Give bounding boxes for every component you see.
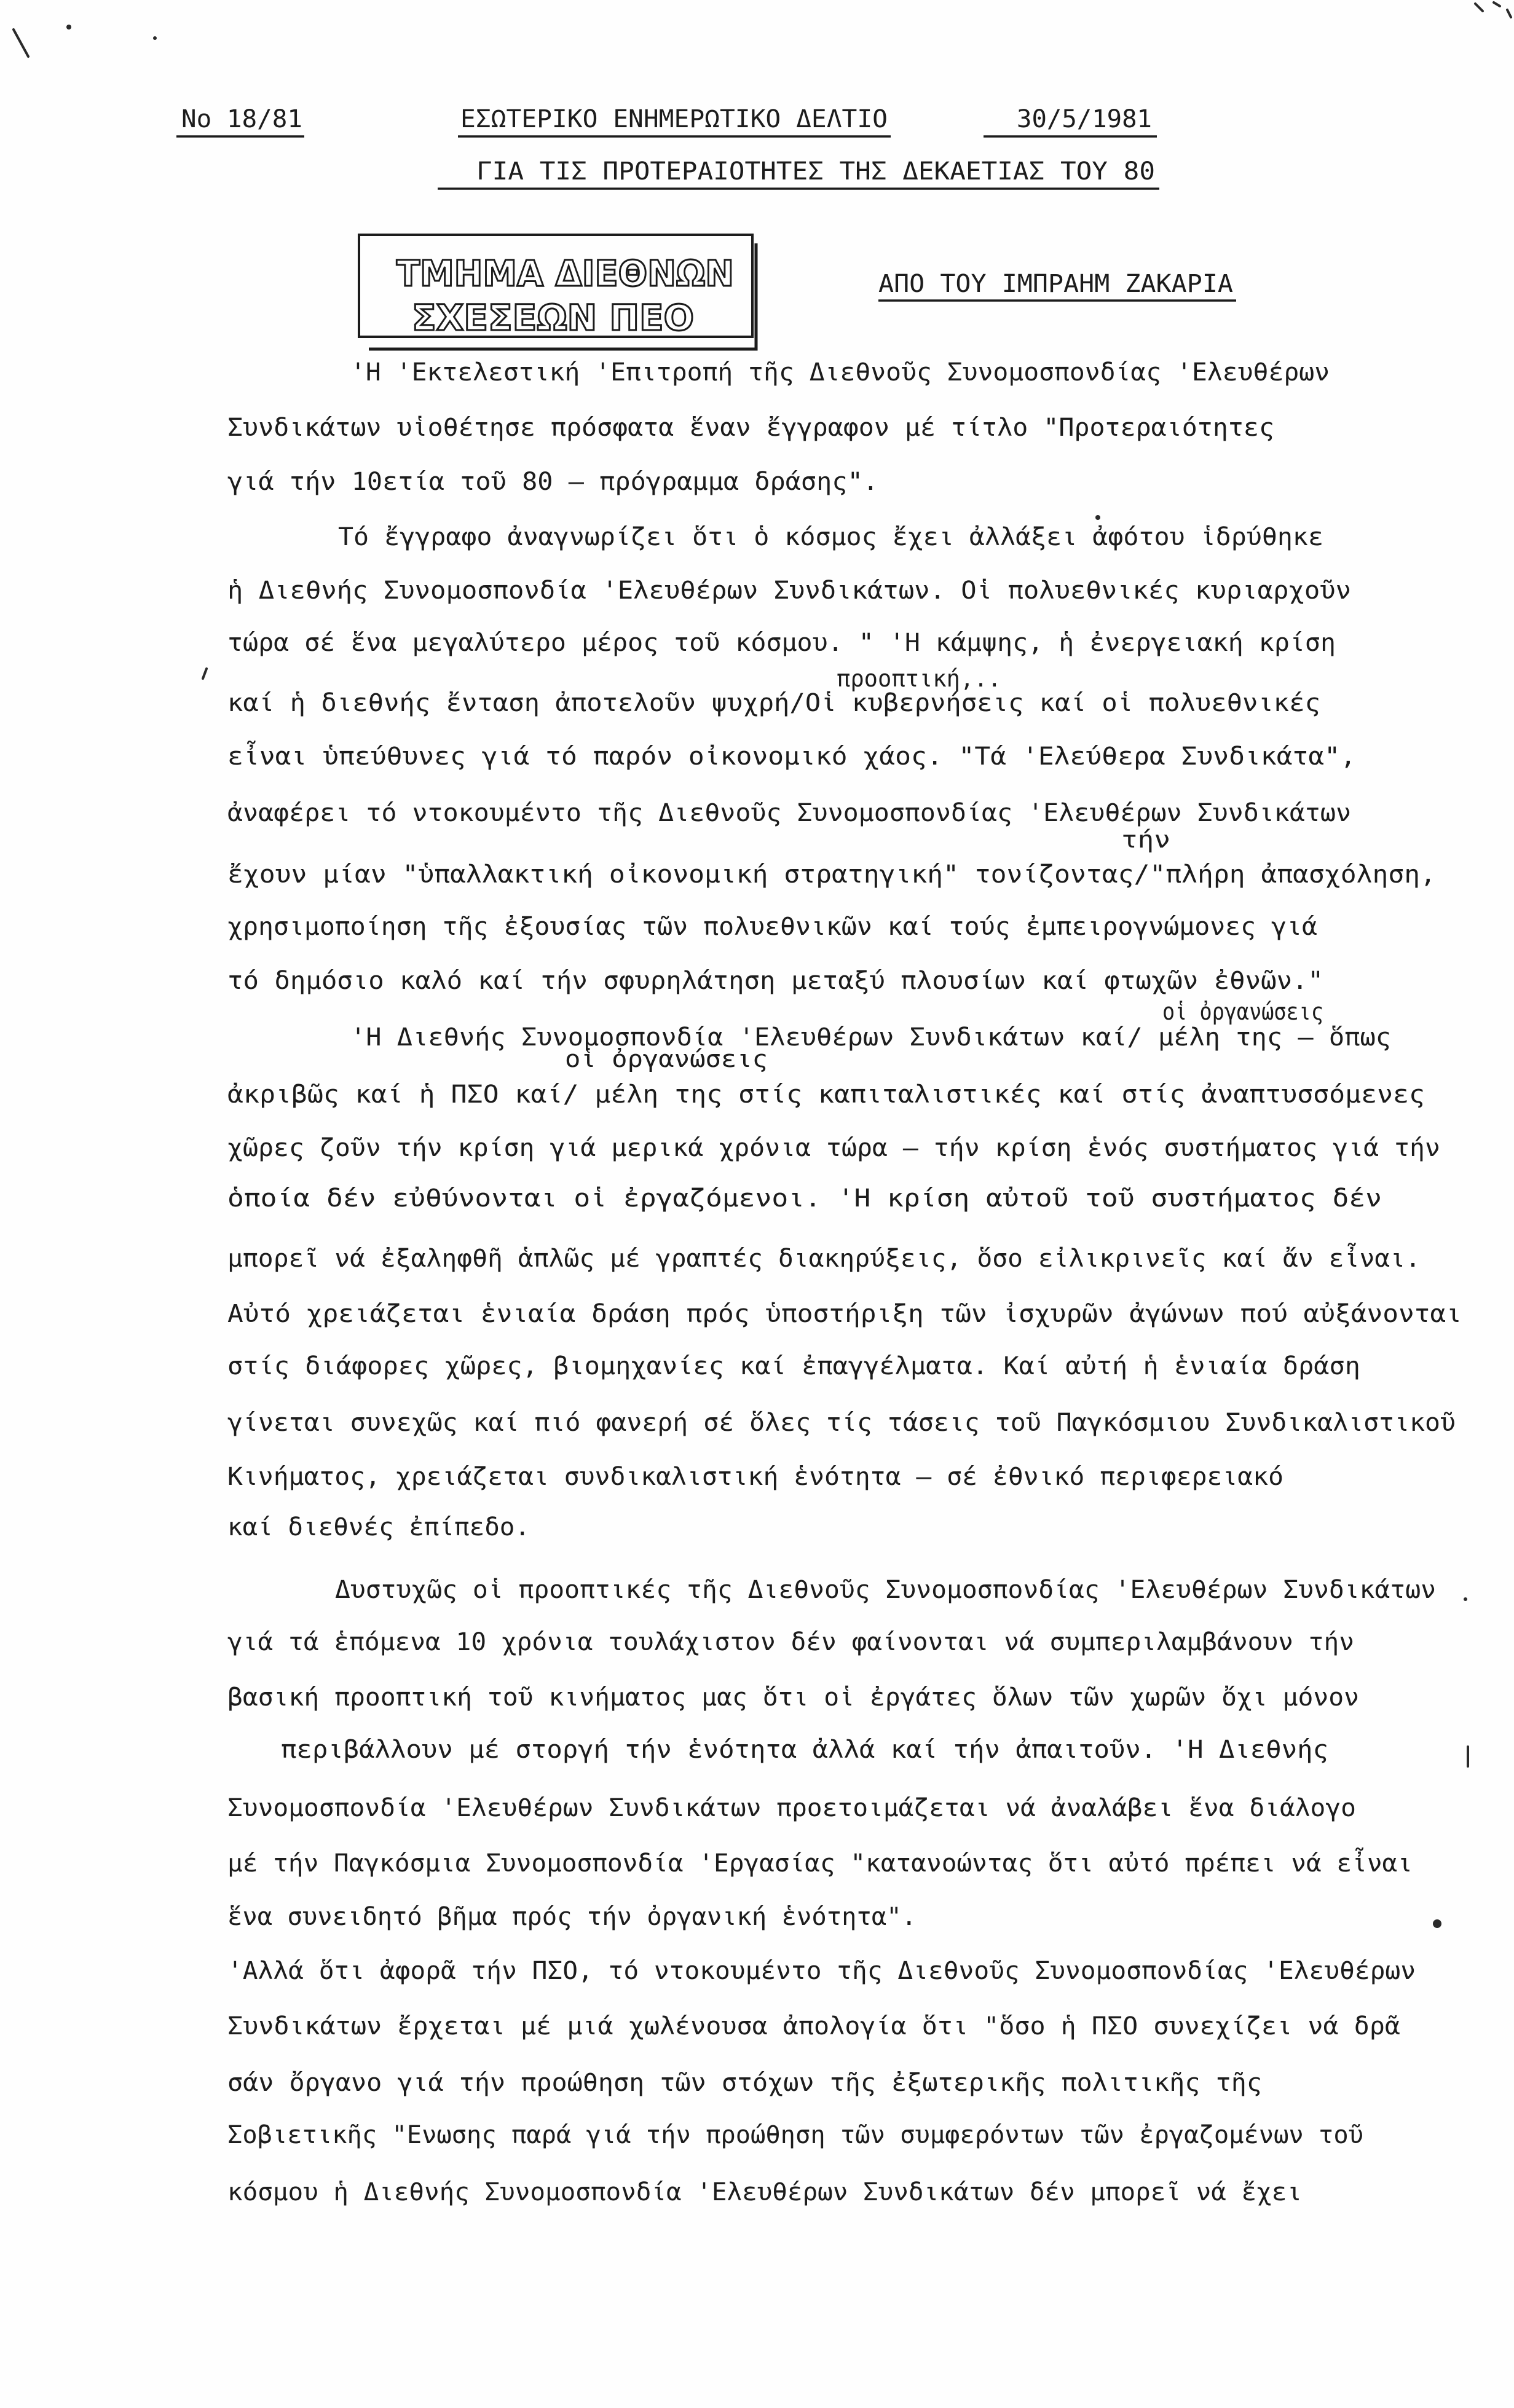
body-line: Αὐτό χρειάζεται ἑνιαία δράση πρός ὑποστήριξη τῶν ἰσχυρῶν ἀγώνων πού αὐξάνονται — [227, 1300, 1462, 1328]
body-line: καί ἡ διεθνής ἔνταση ἀποτελοῦν ψυχρή/Οἱ κυβερνήσεις καί οἱ πολυεθνικές — [227, 689, 1320, 717]
body-line: περιβάλλουν μέ στοργή τήν ἑνότητα ἀλλά καί τήν ἀπαιτοῦν. 'Η Διεθνής — [281, 1736, 1328, 1764]
handwritten-insertion: προοπτική,.. — [837, 665, 1001, 692]
body-line: ἕνα συνειδητό βῆμα πρός τήν ὀργανική ἑνότητα". — [227, 1903, 917, 1931]
body-line: γίνεται συνεχῶς καί πιό φανερή σέ ὅλες τίς τάσεις τοῦ Παγκόσμιου Συνδικαλιστικοῦ — [227, 1409, 1456, 1437]
body-line: εἶναι ὑπεύθυνες γιά τό παρόν οἰκονομικό χάος. "Τά 'Ελεύθερα Συνδικάτα", — [227, 742, 1279, 771]
body-line: ἀκριβῶς καί ἡ ΠΣΟ καί/ μέλη της στίς καπιταλιστικές καί στίς ἀναπτυσσόμενες — [227, 1080, 1425, 1109]
ink-dot — [66, 25, 71, 30]
body-line: γιά τήν 10ετία τοῦ 80 – πρόγραμμα δράσης". — [227, 468, 878, 496]
body-line: χῶρες ζοῦν τήν κρίση γιά μερικά χρόνια τώρα – τήν κρίση ἑνός συστήματος γιά τήν — [227, 1134, 1440, 1162]
ink-dot — [153, 36, 157, 40]
body-line: ἀναφέρει τό ντοκουμέντο τῆς Διεθνοῦς Συνομοσπονδίας 'Ελευθέρων Συνδικάτων — [227, 799, 1351, 827]
body-line: Τό ἔγγραφο ἀναγνωρίζει ὅτι ὁ κόσμος ἔχει ἀλλάξει ἀφότου ἱδρύθηκε — [338, 523, 1323, 551]
body-line: Κινήματος, χρειάζεται συνδικαλιστική ἑνότητα – σέ ἐθνικό περιφερειακό — [227, 1463, 1283, 1491]
body-line: ἔχουν μίαν "ὑπαλλακτική οἰκονομική στρατηγική" τονίζοντας/"πλήρη ἀπασχόληση, — [227, 860, 1436, 889]
body-line: 'Αλλά ὅτι ἀφορᾶ τήν ΠΣΟ, τό ντοκουμέντο τῆς Διεθνοῦς Συνομοσπονδίας 'Ελευθέρων — [227, 1957, 1416, 1985]
bulletin-date: 30/5/1981 — [1017, 105, 1152, 133]
bulletin-title: ΕΣΩΤΕΡΙΚΟ ΕΝΗΜΕΡΩΤΙΚΟ ΔΕΛΤΙΟ — [460, 105, 888, 133]
body-line: ἡ Διεθνής Συνομοσπονδία 'Ελευθέρων Συνδικάτων. Οἱ πολυεθνικές κυριαρχοῦν — [227, 576, 1351, 605]
ink-dot — [1433, 1919, 1441, 1928]
body-line: ὁποία δέν εὐθύνονται οἱ ἐργαζόμενοι. 'Η κρίση αὐτοῦ τοῦ συστήματος δέν — [227, 1184, 1382, 1213]
stamp-line-1: ΤΜΗΜΑ ΔΙΕΘΝΩΝ — [396, 253, 734, 294]
body-line: Σοβιετικῆς "Ενωσης παρά γιά τήν προώθηση τῶν συμφερόντων τῶν ἐργαζομένων τοῦ — [227, 2121, 1363, 2149]
bulletin-number: Νο 18/81 — [181, 105, 302, 133]
body-line: βασική προοπτική τοῦ κινήματος μας ὅτι οἱ ἐργάτες ὅλων τῶν χωρῶν ὄχι μόνον — [227, 1683, 1359, 1712]
body-line: μέ τήν Παγκόσμια Συνομοσπονδία 'Εργασίας "κατανοώντας ὅτι αὐτό πρέπει νά εἶναι — [227, 1849, 1382, 1878]
body-line: 'Η 'Εκτελεστική 'Επιτροπή τῆς Διεθνοῦς Συνομοσπονδίας 'Ελευθέρων — [350, 358, 1330, 387]
ink-dot — [1464, 1597, 1467, 1601]
author-line: ΑΠΟ ΤΟΥ ΙΜΠΡΑΗΜ ΖΑΚΑΡΙΑ — [878, 270, 1233, 298]
body-line: στίς διάφορες χῶρες, βιομηχανίες καί ἐπαγγέλματα. Καί αὐτή ἡ ἑνιαία δράση — [227, 1352, 1360, 1380]
ink-dot — [1095, 515, 1100, 520]
body-line: μπορεῖ νά ἐξαληφθῆ ἁπλῶς μέ γραπτές διακηρύξεις, ὅσο εἰλικρινεῖς καί ἄν εἶναι. — [227, 1245, 1382, 1273]
body-line: σάν ὄργανο γιά τήν προώθηση τῶν στόχων τῆς ἐξωτερικῆς πολιτικῆς τῆς — [227, 2069, 1262, 2097]
bulletin-subject: ΓΙΑ ΤΙΣ ΠΡΟΤΕΡΑΙΟΤΗΤΕΣ ΤΗΣ ΔΕΚΑΕΤΙΑΣ ΤΟΥ 80 — [476, 157, 1155, 186]
body-line: Δυστυχῶς οἱ προοπτικές τῆς Διεθνοῦς Συνομοσπονδίας 'Ελευθέρων Συνδικάτων — [335, 1576, 1436, 1604]
body-line: Συνδικάτων ἔρχεται μέ μιά χωλένουσα ἀπολογία ὅτι "ὅσο ἡ ΠΣΟ συνεχίζει νά δρᾶ — [227, 2012, 1400, 2040]
handwritten-insertion: οἱ ὀργανώσεις — [1162, 998, 1323, 1025]
body-line: κόσμου ἡ Διεθνής Συνομοσπονδία 'Ελευθέρων Συνδικάτων δέν μπορεῖ νά ἔχει — [227, 2178, 1302, 2206]
paragraph-2 — [227, 523, 1436, 995]
body-line: Συνδικάτων υἱοθέτησε πρόσφατα ἕναν ἔγγραφον μέ τίτλο "Προτεραιότητες — [227, 414, 1274, 442]
body-line: χρησιμοποίηση τῆς ἐξουσίας τῶν πολυεθνικῶν καί τούς ἐμπειρογνώμονες γιά — [227, 913, 1317, 941]
handwritten-insertion: τήν — [1121, 826, 1170, 853]
body-line: τώρα σέ ἕνα μεγαλύτερο μέρος τοῦ κόσμου. " 'Η κάμψης, ἡ ἐνεργειακή κρίση — [227, 629, 1336, 657]
body-line: Συνομοσπονδία 'Ελευθέρων Συνδικάτων προετοιμάζεται νά ἀναλάβει ἕνα διάλογο — [227, 1794, 1356, 1822]
body-line: τό δημόσιο καλό καί τήν σφυρηλάτηση μεταξύ πλουσίων καί φτωχῶν ἐθνῶν." — [227, 967, 1323, 995]
body-line: 'Η Διεθνής Συνομοσπονδία 'Ελευθέρων Συνδικάτων καί/ μέλη της – ὅπως — [350, 1023, 1391, 1052]
handwritten-insertion: οἱ ὀργανώσεις — [565, 1045, 768, 1072]
stamp-line-2: ΣΧΕΣΕΩΝ ΠΕΟ — [412, 297, 694, 339]
body-line: καί διεθνές ἐπίπεδο. — [227, 1513, 530, 1541]
body-line: γιά τά ἑπόμενα 10 χρόνια τουλάχιστον δέν φαίνονται νά συμπεριλαμβάνουν τήν — [227, 1628, 1354, 1656]
